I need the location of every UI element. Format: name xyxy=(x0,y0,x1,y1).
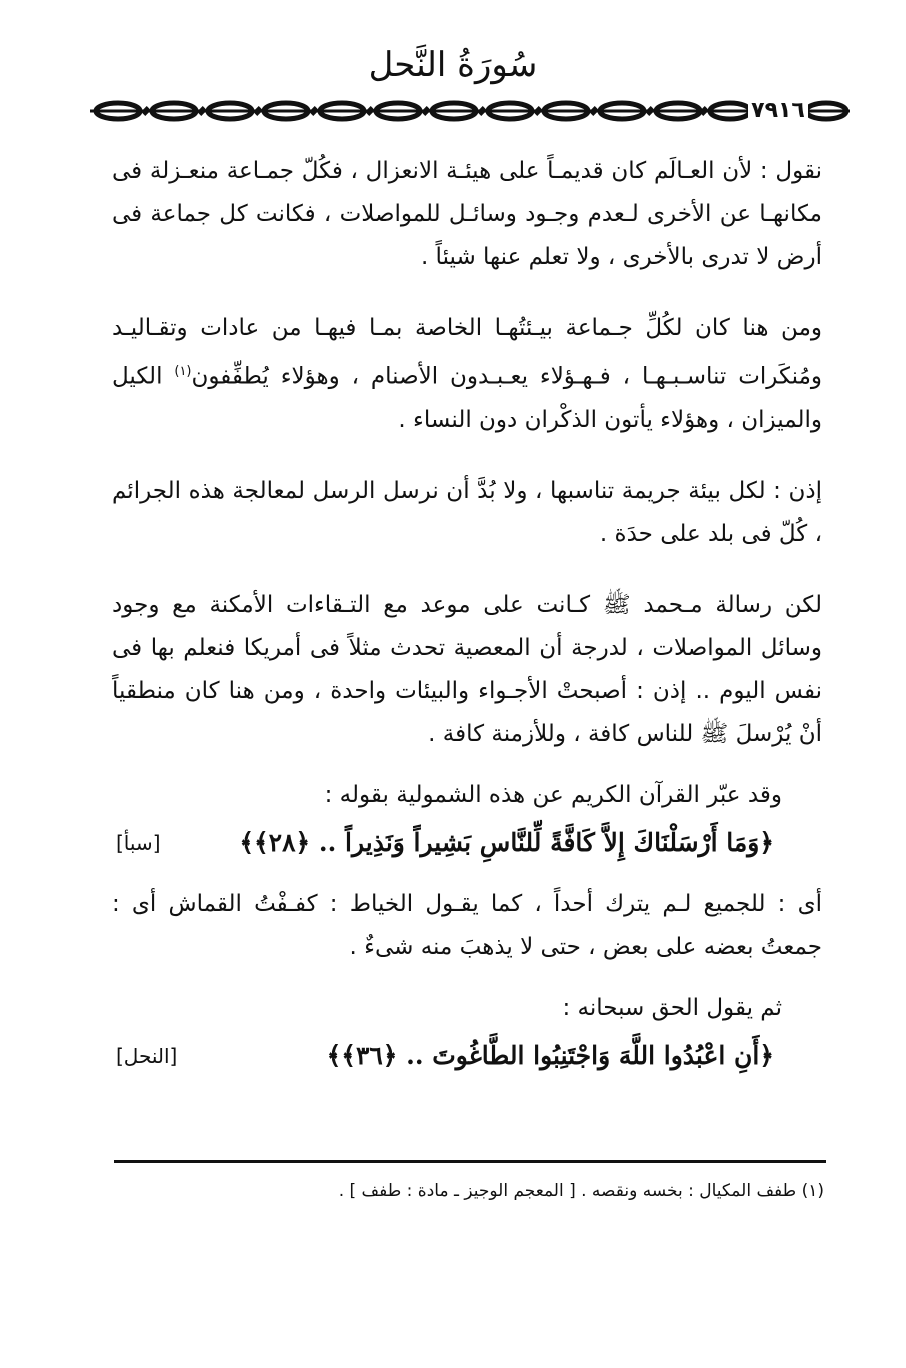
paragraph xyxy=(112,307,822,442)
page-number: ٧٩١٦ xyxy=(748,96,808,126)
paragraph: لكن رسالة مـحمد ﷺ كـانت على موعد مع التـقاءات الأمكنة مع وجود وسائل المواصلات ، لدرجة أن المعصية تحدث مثلاً فى أمريكا فنعلم بها فى نفس اليوم .. إذن : أصبحتْ الأجـواء والبيئات واحدة ، ومن هنا كان منطقياً أنْ يُرْسلَ ﷺ للناس كافة ، وللأزمنة كافة . xyxy=(112,591,822,747)
verse-reference: [النحل] xyxy=(116,1043,178,1068)
body-text xyxy=(112,150,822,1082)
quran-verse xyxy=(112,817,822,869)
verse-text: ﴿وَمَا أَرْسَلْنَاكَ إِلاَّ كَافَّةً لِّلنَّاسِ بَشِيراً وَنَذِيراً .. ﴿٢٨﴾﴾ xyxy=(239,827,774,857)
footnote: (١) طفف المكيال : بخسه ونقصه . [ المعجم الوجيز ـ مادة : طفف ] . xyxy=(338,1181,824,1201)
paragraph: وقد عبّر القرآن الكريم عن هذه الشمولية بقوله : xyxy=(324,781,782,808)
footnote-divider xyxy=(114,1160,826,1163)
quran-verse xyxy=(112,1030,822,1082)
paragraph: أى : للجميع لـم يترك أحداً ، كما يقـول الخياط : كفـفْتُ القماش أى : جمعتُ بعضه على بعض ، حتى لا يذهبَ منه شىءٌ . xyxy=(112,890,822,960)
surah-title: سُورَةُ النَّحل xyxy=(368,45,538,85)
verse-reference: [سبأ] xyxy=(116,830,161,855)
footnote-marker: (١) xyxy=(174,364,192,379)
paragraph: إذن : لكل بيئة جريمة تناسبها ، ولا بُدَّ أن نرسل الرسل لمعالجة هذه الجرائم ، كُلّ فى بلد على حدَة . xyxy=(112,477,822,547)
paragraph: نقول : لأن العـالَم كان قديمـاً على هيئـة الانعزال ، فكُلّ جمـاعة منعـزلة فى مكانهـا عن الأخرى لـعدم وجـود وسائـل للمواصلات ، فكانت كل جماعة فى أرض لا تدرى بالأخرى ، ولا تعلم عنها شيئاً . xyxy=(112,158,822,270)
paragraph: ثم يقول الحق سبحانه : xyxy=(562,994,782,1021)
ornamental-chain-border xyxy=(90,96,850,126)
verse-text: ﴿أَنِ اعْبُدُوا اللَّهَ وَاجْتَنِبُوا الطَّاغُوتَ .. ﴿٣٦﴾﴾ xyxy=(326,1040,774,1070)
paragraph-part: الكيل والميزان ، وهؤلاء يأتون الذكْران دون النساء . xyxy=(112,363,822,433)
paragraph-part: ومن هنا كان لكُلِّ جـماعة بيـئتُهـا الخاصة بمـا فيهـا من عادات وتقـاليـد ومُنكَرات تناسـبـهـا ، فـهـؤلاء يعـبـدون الأصنام ، وهؤلاء يُطفِّفون xyxy=(112,315,823,390)
